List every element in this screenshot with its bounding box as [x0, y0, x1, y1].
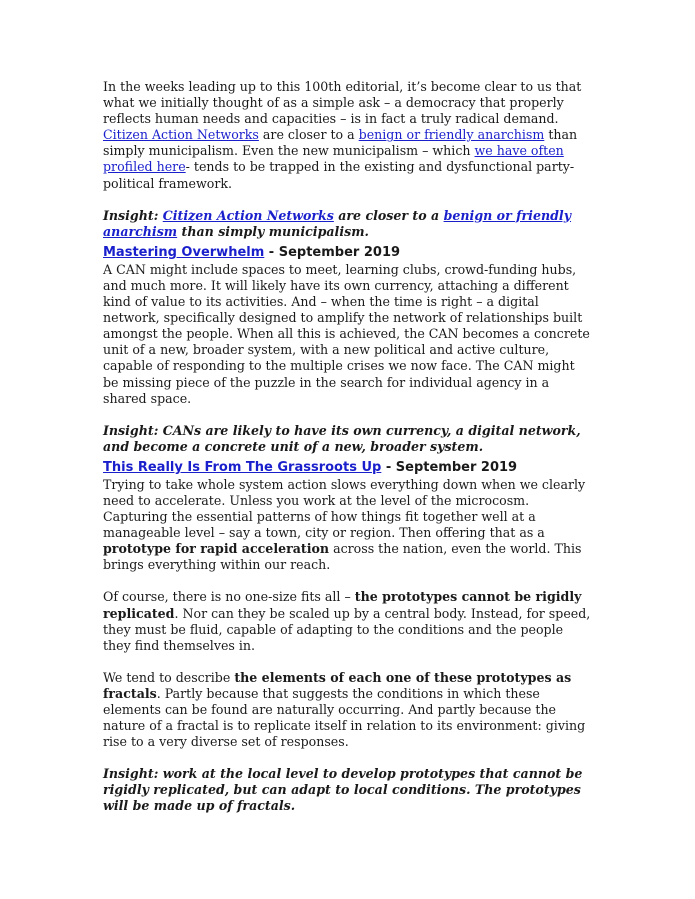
insight-3: Insight: work at the local level to develop prototypes that cannot be rigidly replicated, but can adapt to local conditions. The prototypes will be made up of fractals. [103, 766, 583, 814]
section-1-body: A CAN might include spaces to meet, learning clubs, crowd-funding hubs, and much more. It will likely have its own currency, attaching a different kind of value to its activities. And – when the time is right – a digital network, specifically designed to amplify the network of relationships built amongst the people. When all this is achieved, the CAN becomes a concrete unit of a new, broader system, with a new political and active culture, capable of responding to the multiple crises we now face. The CAN might be missing piece of the puzzle in the search for individual agency in a shared space. [103, 261, 590, 406]
section-2-paragraph-1: Trying to take whole system action slows everything down when we clearly need to accelerate. Unless you work at the level of the microcosm. Capturing the essential patterns of how things fit together well at a manageable level – say a town, city or region. Then offering that as a prototype for rapid acceleration across the nation, even the world. This brings everything within our reach. [103, 476, 586, 573]
section-1-heading: Mastering Overwhelm - September 2019 [103, 244, 401, 260]
insight-2: Insight: CANs are likely to have its own currency, a digital network, and become a concrete unit of a new, broader system. [103, 422, 581, 454]
insight-1: Insight: Citizen Action Networks are closer to a benign or friendly anarchism than simply municipalism. [103, 207, 572, 239]
insight-citizen-action-networks-link[interactable]: Citizen Action Networks [162, 207, 334, 223]
intro-paragraph: In the weeks leading up to this 100th editorial, it’s become clear to us that what we initially thought of as a simple ask – a democracy that properly reflects human needs and capacities – is in fact a truly radical demand. Citizen Action Networks are closer to a benign or friendly anarchism than simply municipalism. Even the new municipalism – which we have often profiled here- tends to be trapped in the existing and dysfunctional party-political framework. [103, 79, 582, 191]
insight-benign-anarchism-link[interactable]: benign or friendly anarchism [103, 207, 572, 239]
profiled-here-link[interactable]: we have often profiled here [103, 143, 564, 175]
grassroots-up-link[interactable]: This Really Is From The Grassroots Up [103, 459, 382, 475]
section-2-paragraph-2: Of course, there is no one-size fits all – the prototypes cannot be rigidly replicated. Nor can they be scaled up by a central body. Instead, for speed, they must be fluid, capable of adapting to the conditions and the people they find themselves in. [103, 589, 591, 653]
mastering-overwhelm-link[interactable]: Mastering Overwhelm [103, 244, 265, 260]
benign-anarchism-link[interactable]: benign or friendly anarchism [358, 127, 545, 143]
citizen-action-networks-link[interactable]: Citizen Action Networks [103, 127, 259, 143]
section-2-heading: This Really Is From The Grassroots Up - September 2019 [103, 459, 518, 475]
section-2-paragraph-3: We tend to describe the elements of each one of these prototypes as fractals. Partly because that suggests the conditions in which these elements can be found are naturally occurring. And partly because the nature of a fractal is to replicate itself in relation to its environment: giving rise to a very diverse set of responses. [103, 669, 586, 750]
